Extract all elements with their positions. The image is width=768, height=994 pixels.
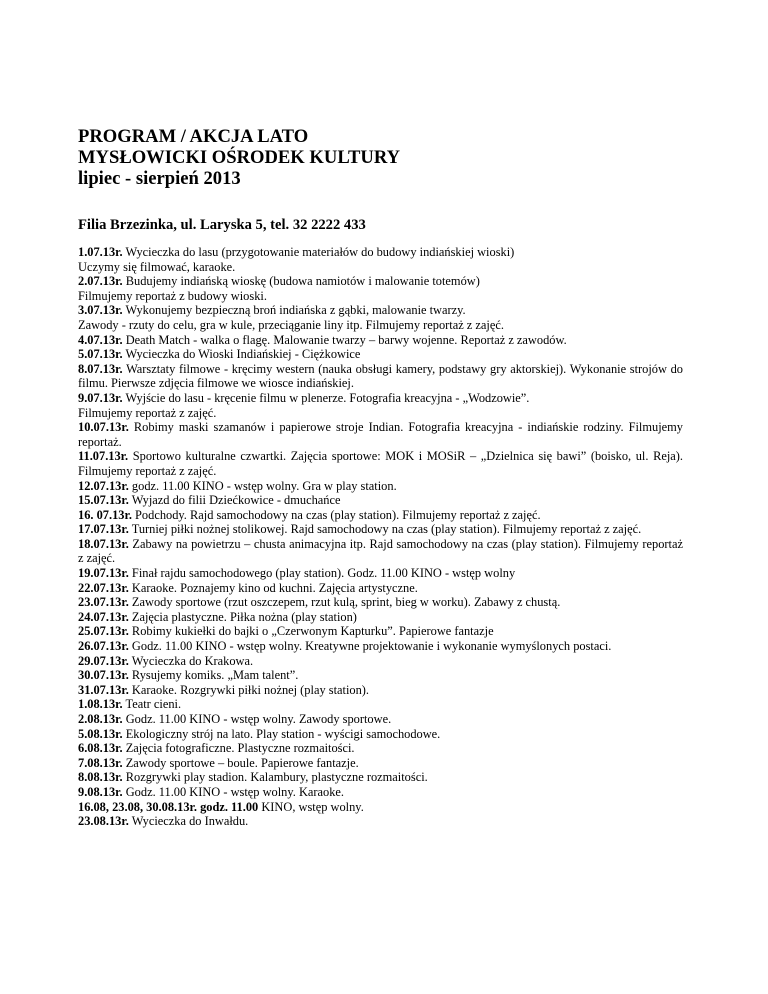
entry-date: 16.08, 23.08, 30.08.13r. godz. 11.00 bbox=[78, 799, 259, 814]
entry-text: Budujemy indiańską wioskę (budowa namiotów i malowanie totemów) bbox=[122, 274, 480, 289]
entry-text: Filmujemy reportaż z zajęć. bbox=[78, 405, 217, 420]
entry-date: 17.07.13r. bbox=[78, 522, 129, 537]
entry-date: 8.07.13r. bbox=[78, 361, 123, 376]
entry-text: Sportowo kulturalne czwartki. Zajęcia sportowe: MOK i MOSiR – „Dzielnica się bawi” (boisko, ul. Reja). Filmujemy reportaż z zajęć. bbox=[78, 449, 683, 478]
title-line-organization: MYSŁOWICKI OŚRODEK KULTURY bbox=[78, 147, 401, 168]
entry-date: 23.08.13r. bbox=[78, 814, 129, 829]
entry-text: Wycieczka do Inwałdu. bbox=[128, 814, 249, 829]
entry-date: 9.07.13r. bbox=[78, 390, 123, 405]
entry-text: Wycieczka do lasu (przygotowanie materiałów do budowy indiańskiej wioski) bbox=[122, 245, 515, 259]
schedule-entry bbox=[78, 479, 683, 494]
schedule-entry bbox=[78, 274, 683, 289]
entry-text: Zawody sportowe – boule. Papierowe fantazje. bbox=[122, 755, 359, 770]
entry-date: 3.07.13r. bbox=[78, 303, 123, 318]
entry-text: Godz. 11.00 KINO - wstęp wolny. Kreatywne projektowanie i wykonanie wymyślonych postaci. bbox=[128, 639, 612, 654]
branch-address: Filia Brzezinka, ul. Laryska 5, tel. 32 2222 433 bbox=[78, 217, 366, 233]
schedule-entry bbox=[78, 508, 683, 523]
schedule-entry bbox=[78, 581, 683, 596]
entry-text: Warsztaty filmowe - kręcimy western (nauka obsługi kamery, podstawy gry aktorskiej). Wykonanie strojów do filmu. Pierwsze zdjęcia filmowe we wiosce indiańskiej. bbox=[78, 361, 683, 391]
entry-date: 2.07.13r. bbox=[78, 274, 123, 289]
entry-date: 16. 07.13r. bbox=[78, 507, 132, 522]
entry-date: 10.07.13r. bbox=[78, 420, 129, 435]
schedule-entry bbox=[78, 406, 683, 421]
entry-text: Wyjazd do filii Dziećkowice - dmuchańce bbox=[128, 493, 341, 508]
schedule-entry bbox=[78, 727, 683, 742]
entry-text: Karaoke. Poznajemy kino od kuchni. Zajęcia artystyczne. bbox=[128, 580, 418, 595]
schedule-entry bbox=[78, 770, 683, 785]
entry-text: Uczymy się filmować, karaoke. bbox=[78, 259, 236, 274]
entry-text: Zajęcia fotograficzne. Plastyczne rozmaitości. bbox=[122, 741, 355, 756]
schedule-entry bbox=[78, 522, 683, 537]
entry-date: 2.08.13r. bbox=[78, 712, 123, 726]
schedule-entry bbox=[78, 697, 683, 712]
schedule-entry bbox=[78, 800, 683, 815]
schedule-entry bbox=[78, 420, 683, 449]
schedule-entry bbox=[78, 639, 683, 654]
document-title bbox=[78, 126, 683, 189]
entry-text: Ekologiczny strój na lato. Play station - wyścigi samochodowe. bbox=[122, 726, 441, 741]
entry-date: 5.07.13r. bbox=[78, 347, 123, 362]
schedule-entry bbox=[78, 712, 683, 727]
schedule-entry bbox=[78, 391, 683, 406]
entry-text: Zajęcia plastyczne. Piłka nożna (play station) bbox=[128, 609, 357, 624]
schedule-entry bbox=[78, 741, 683, 756]
title-line-period: lipiec - sierpień 2013 bbox=[78, 168, 241, 189]
entry-date: 19.07.13r. bbox=[78, 566, 129, 581]
entry-text: Zawody sportowe (rzut oszczepem, rzut kulą, sprint, bieg w worku). Zabawy z chustą. bbox=[128, 595, 561, 610]
schedule-entry bbox=[78, 537, 683, 566]
schedule-entry bbox=[78, 303, 683, 318]
entry-text: Wykonujemy bezpieczną broń indiańska z gąbki, malowanie twarzy. bbox=[122, 303, 466, 318]
entry-date: 31.07.13r. bbox=[78, 682, 129, 697]
entry-date: 18.07.13r. bbox=[78, 536, 129, 551]
entry-date: 26.07.13r. bbox=[78, 639, 129, 654]
schedule-entry bbox=[78, 245, 683, 260]
schedule-list bbox=[78, 245, 683, 829]
entry-text: Rysujemy komiks. „Mam talent”. bbox=[128, 668, 299, 683]
entry-text: Karaoke. Rozgrywki piłki nożnej (play station). bbox=[128, 682, 370, 697]
entry-text: godz. 11.00 KINO - wstęp wolny. Gra w play station. bbox=[128, 478, 397, 493]
entry-date: 11.07.13r. bbox=[78, 449, 129, 464]
entry-text: Filmujemy reportaż z budowy wioski. bbox=[78, 288, 267, 303]
entry-date: 29.07.13r. bbox=[78, 653, 129, 668]
entry-date: 7.08.13r. bbox=[78, 755, 123, 770]
entry-date: 25.07.13r. bbox=[78, 624, 129, 639]
entry-text: Zabawy na powietrzu – chusta animacyjna itp. Rajd samochodowy na czas (play station). Filmujemy reportaż z zajęć. bbox=[78, 536, 683, 566]
entry-date: 24.07.13r. bbox=[78, 609, 129, 624]
entry-date: 30.07.13r. bbox=[78, 668, 129, 683]
entry-text: Zawody - rzuty do celu, gra w kule, przeciąganie liny itp. Filmujemy reportaż z zajęć. bbox=[78, 317, 504, 332]
schedule-entry bbox=[78, 785, 683, 800]
entry-date: 8.08.13r. bbox=[78, 770, 123, 785]
entry-text: Rozgrywki play stadion. Kalambury, plastyczne rozmaitości. bbox=[122, 770, 428, 785]
schedule-entry bbox=[78, 493, 683, 508]
entry-text: Robimy maski szamanów i papierowe stroje Indian. Fotografia kreacyjna - indiańskie rodziny. Filmujemy reportaż. bbox=[78, 420, 683, 449]
schedule-entry bbox=[78, 260, 683, 275]
entry-date: 23.07.13r. bbox=[78, 595, 129, 610]
schedule-entry bbox=[78, 756, 683, 771]
entry-text: Wycieczka do Krakowa. bbox=[128, 653, 254, 668]
entry-date: 1.08.13r. bbox=[78, 697, 123, 712]
schedule-entry bbox=[78, 624, 683, 639]
schedule-entry bbox=[78, 595, 683, 610]
entry-date: 5.08.13r. bbox=[78, 726, 123, 741]
entry-text: Teatr cieni. bbox=[122, 697, 182, 712]
entry-text: KINO, wstęp wolny. bbox=[258, 799, 364, 814]
entry-date: 22.07.13r. bbox=[78, 580, 129, 595]
entry-date: 9.08.13r. bbox=[78, 784, 123, 799]
entry-text: Godz. 11.00 KINO - wstęp wolny. Karaoke. bbox=[122, 784, 345, 799]
title-line-program: PROGRAM / AKCJA LATO bbox=[78, 126, 309, 147]
schedule-entry bbox=[78, 683, 683, 698]
entry-text: Turniej piłki nożnej stolikowej. Rajd samochodowy na czas (play station). Filmujemy reportaż z zajęć. bbox=[128, 522, 642, 537]
schedule-entry bbox=[78, 668, 683, 683]
schedule-entry bbox=[78, 610, 683, 625]
entry-text: Robimy kukiełki do bajki o „Czerwonym Kapturku”. Papierowe fantazje bbox=[128, 624, 494, 639]
schedule-entry bbox=[78, 654, 683, 669]
schedule-entry bbox=[78, 814, 683, 829]
schedule-entry bbox=[78, 333, 683, 348]
schedule-entry bbox=[78, 449, 683, 478]
schedule-entry bbox=[78, 566, 683, 581]
entry-text: Death Match - walka o flagę. Malowanie twarzy – barwy wojenne. Reportaż z zawodów. bbox=[122, 332, 567, 347]
document-page bbox=[78, 126, 683, 829]
entry-date: 6.08.13r. bbox=[78, 741, 123, 756]
entry-date: 4.07.13r. bbox=[78, 332, 123, 347]
entry-text: Finał rajdu samochodowego (play station). Godz. 11.00 KINO - wstęp wolny bbox=[128, 566, 516, 581]
entry-date: 1.07.13r. bbox=[78, 245, 123, 259]
entry-text: Godz. 11.00 KINO - wstęp wolny. Zawody sportowe. bbox=[122, 712, 392, 726]
schedule-entry bbox=[78, 347, 683, 362]
entry-date: 15.07.13r. bbox=[78, 493, 129, 508]
entry-text: Wyjście do lasu - kręcenie filmu w plenerze. Fotografia kreacyjna - „Wodzowie”. bbox=[122, 390, 530, 405]
schedule-entry bbox=[78, 289, 683, 304]
schedule-entry bbox=[78, 318, 683, 333]
entry-text: Podchody. Rajd samochodowy na czas (play station). Filmujemy reportaż z zajęć. bbox=[131, 507, 541, 522]
entry-text: Wycieczka do Wioski Indiańskiej - Ciężkowice bbox=[122, 347, 361, 362]
schedule-entry bbox=[78, 362, 683, 391]
entry-date: 12.07.13r. bbox=[78, 478, 129, 493]
